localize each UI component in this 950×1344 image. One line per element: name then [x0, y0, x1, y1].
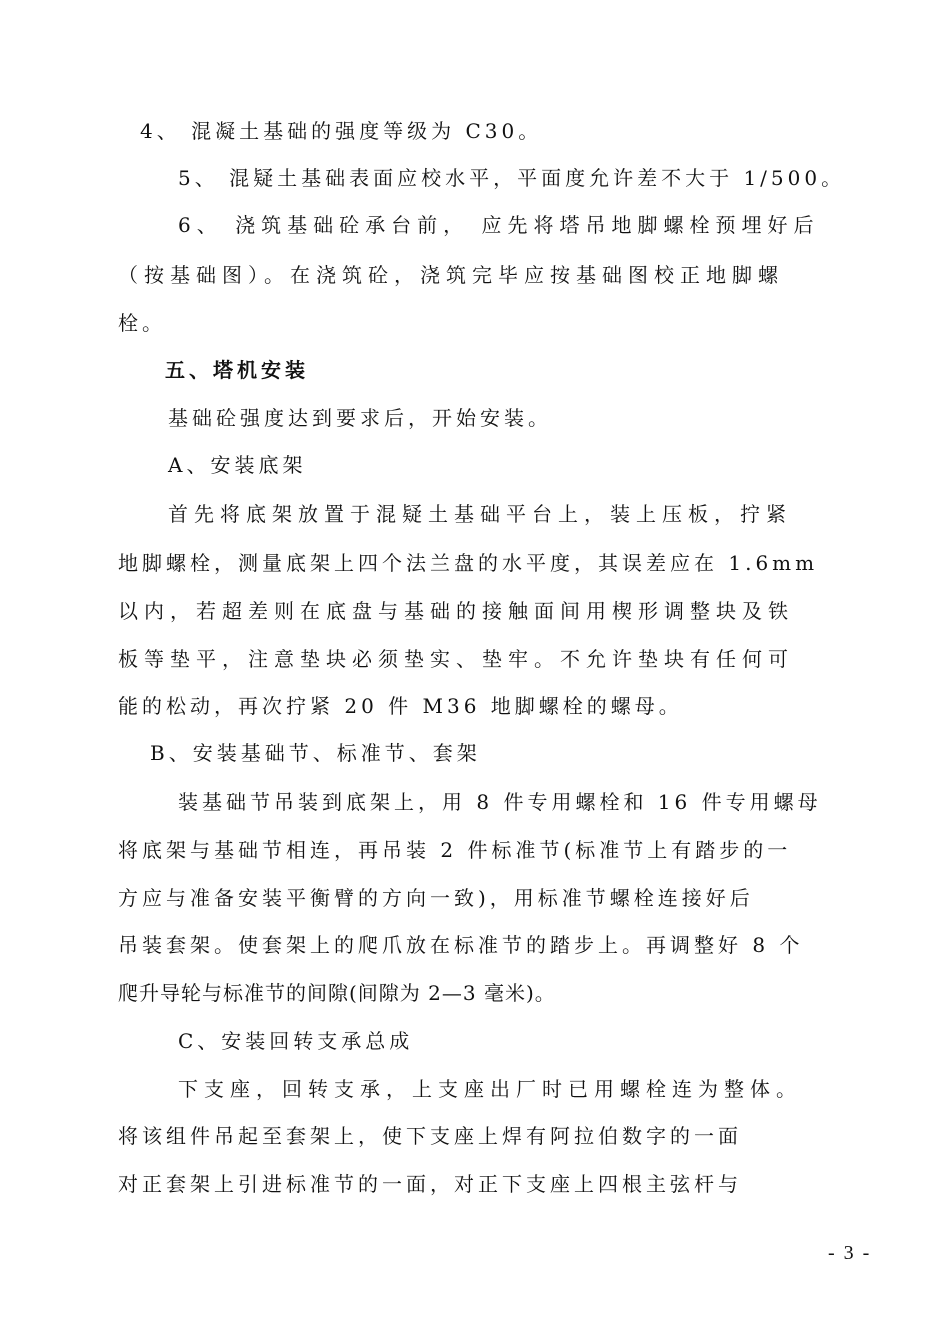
paragraph-line-10: 地脚螺栓，测量底架上四个法兰盘的水平度，其误差应在 1.6mm [118, 551, 819, 575]
subheading-a: A、安装底架 [168, 453, 307, 477]
paragraph-line-13: 能的松动，再次拧紧 20 件 M36 地脚螺栓的螺母。 [118, 694, 683, 718]
paragraph-line-15: 装基础节吊装到底架上，用 8 件专用螺栓和 16 件专用螺母 [178, 790, 822, 814]
paragraph-line-11: 以内，若超差则在底盘与基础的接触面间用楔形调整块及铁 [118, 599, 794, 623]
paragraph-line-5: 栓。 [118, 311, 166, 335]
paragraph-line-19: 爬升导轮与标准节的间隙(间隙为 2—3 毫米)。 [118, 981, 556, 1005]
paragraph-line-22: 将该组件吊起至套架上，使下支座上焊有阿拉伯数字的一面 [118, 1124, 742, 1148]
page-number: - 3 - [828, 1242, 872, 1264]
paragraph-line-23: 对正套架上引进标准节的一面，对正下支座上四根主弦杆与 [118, 1172, 742, 1196]
paragraph-line-12: 板等垫平，注意垫块必须垫实、垫牢。不允许垫块有任何可 [118, 647, 794, 671]
subheading-b: B、安装基础节、标准节、套架 [150, 741, 481, 765]
paragraph-line-7: 基础砼强度达到要求后，开始安装。 [168, 406, 552, 430]
paragraph-line-17: 方应与准备安装平衡臂的方向一致)，用标准节螺栓连接好后 [118, 886, 754, 910]
paragraph-line-2: 5、 混疑土基础表面应校水平，平面度允许差不大于 1/500。 [178, 166, 846, 190]
section-heading: 五、塔机安装 [165, 358, 309, 382]
paragraph-line-3: 6、 浇筑基础砼承台前， 应先将塔吊地脚螺栓预埋好后 [178, 213, 820, 237]
paragraph-line-21: 下支座，回转支承，上支座出厂时已用螺栓连为整体。 [178, 1077, 802, 1101]
subheading-c: C、安装回转支承总成 [178, 1029, 414, 1053]
paragraph-line-16: 将底架与基础节相连，再吊装 2 件标准节(标准节上有踏步的一 [118, 838, 792, 862]
paragraph-line-9: 首先将底架放置于混疑土基础平台上，装上压板，拧紧 [168, 502, 792, 526]
paragraph-line-4: （按基础图）。在浇筑砼，浇筑完毕应按基础图校正地脚螺 [118, 263, 784, 287]
paragraph-line-18: 吊装套架。使套架上的爬爪放在标准节的踏步上。再调整好 8 个 [118, 933, 804, 957]
paragraph-line-1: 4、 混凝土基础的强度等级为 C30。 [140, 119, 543, 143]
